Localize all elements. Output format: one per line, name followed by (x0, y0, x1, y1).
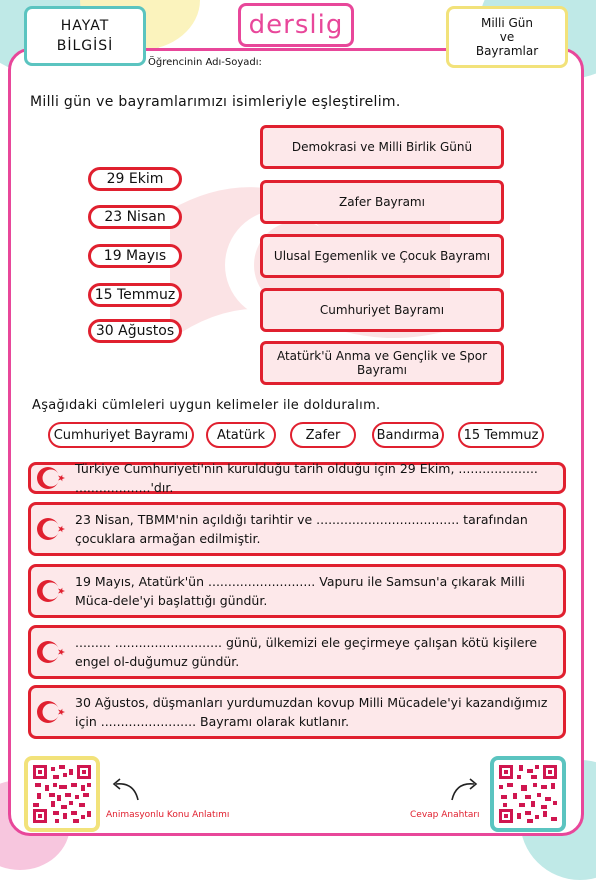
sentence-card (28, 502, 566, 556)
crescent-star-icon (35, 465, 71, 491)
qr-code-icon (31, 763, 93, 825)
word-chip[interactable]: Bandırma (372, 422, 444, 448)
curved-arrow-icon (446, 776, 486, 806)
crescent-star-icon (35, 516, 71, 542)
topic-line1: Milli Gün (480, 16, 533, 30)
sentence-text: 23 Nisan, TBMM'nin açıldığı tarihtir ve .................................... tarafından çocuklara armağan edilmiştir. (75, 512, 528, 546)
date-item[interactable]: 15 Temmuz (88, 283, 182, 307)
qr-code-animation[interactable] (24, 756, 100, 832)
name-item[interactable]: Atatürk'ü Anma ve Gençlik ve Spor Bayramı (260, 341, 504, 385)
curved-arrow-icon (104, 776, 144, 806)
date-item[interactable]: 23 Nisan (88, 205, 182, 229)
subject-line1: HAYAT (60, 18, 110, 34)
sentence-card (28, 564, 566, 618)
sentence-card (28, 685, 566, 739)
topic-line2: ve (499, 30, 515, 44)
crescent-star-icon (35, 578, 71, 604)
qr-code-icon (497, 763, 559, 825)
name-item[interactable]: Zafer Bayramı (260, 180, 504, 224)
sentence-card (28, 625, 566, 679)
sentence-text: 30 Ağustos, düşmanları yurdumuzdan kovup Milli Mücadele'yi kazandığımız için ........................ Bayramı olarak kutlanır. (75, 695, 548, 729)
date-item[interactable]: 30 Ağustos (88, 319, 182, 343)
date-item[interactable]: 19 Mayıs (88, 244, 182, 268)
word-chip[interactable]: 15 Temmuz (458, 422, 544, 448)
answer-key-caption: Cevap Anahtarı (410, 810, 480, 820)
sentence-text: ......... ........................... günü, ülkemizi ele geçirmeye çalışan kötü kişilere engel ol-duğumuz gündür. (75, 635, 538, 669)
section1-instruction: Milli gün ve bayramlarımızı isimleriyle eşleştirelim. (30, 94, 401, 110)
word-chip[interactable]: Atatürk (206, 422, 276, 448)
sentence-text: Türkiye Cumhuriyeti'nin kurulduğu tarih olduğu için 29 Ekim, .................... ...................'dır. (75, 461, 538, 495)
name-item[interactable]: Cumhuriyet Bayramı (260, 288, 504, 332)
animation-caption: Animasyonlu Konu Anlatımı (106, 810, 230, 820)
word-chip[interactable]: Cumhuriyet Bayramı (48, 422, 194, 448)
sentence-card (28, 462, 566, 494)
date-item[interactable]: 29 Ekim (88, 167, 182, 191)
crescent-star-icon (35, 639, 71, 665)
logo: derslig (238, 3, 354, 47)
word-chip[interactable]: Zafer (290, 422, 356, 448)
crescent-star-icon (35, 699, 71, 725)
student-name-label: Öğrencinin Adı-Soyadı: (148, 57, 262, 68)
sentence-text: 19 Mayıs, Atatürk'ün ........................... Vapuru ile Samsun'a çıkarak Milli Müca-dele'yi başlattığı gündür. (75, 574, 525, 608)
section2-instruction: Aşağıdaki cümleleri uygun kelimeler ile dolduralım. (32, 398, 381, 413)
name-item[interactable]: Ulusal Egemenlik ve Çocuk Bayramı (260, 234, 504, 278)
subject-line2: BİLGİSİ (56, 38, 114, 54)
topic-line3: Bayramlar (475, 44, 539, 58)
qr-code-answers[interactable] (490, 756, 566, 832)
topic-box (446, 6, 568, 68)
subject-box (24, 6, 146, 66)
name-item[interactable]: Demokrasi ve Milli Birlik Günü (260, 125, 504, 169)
